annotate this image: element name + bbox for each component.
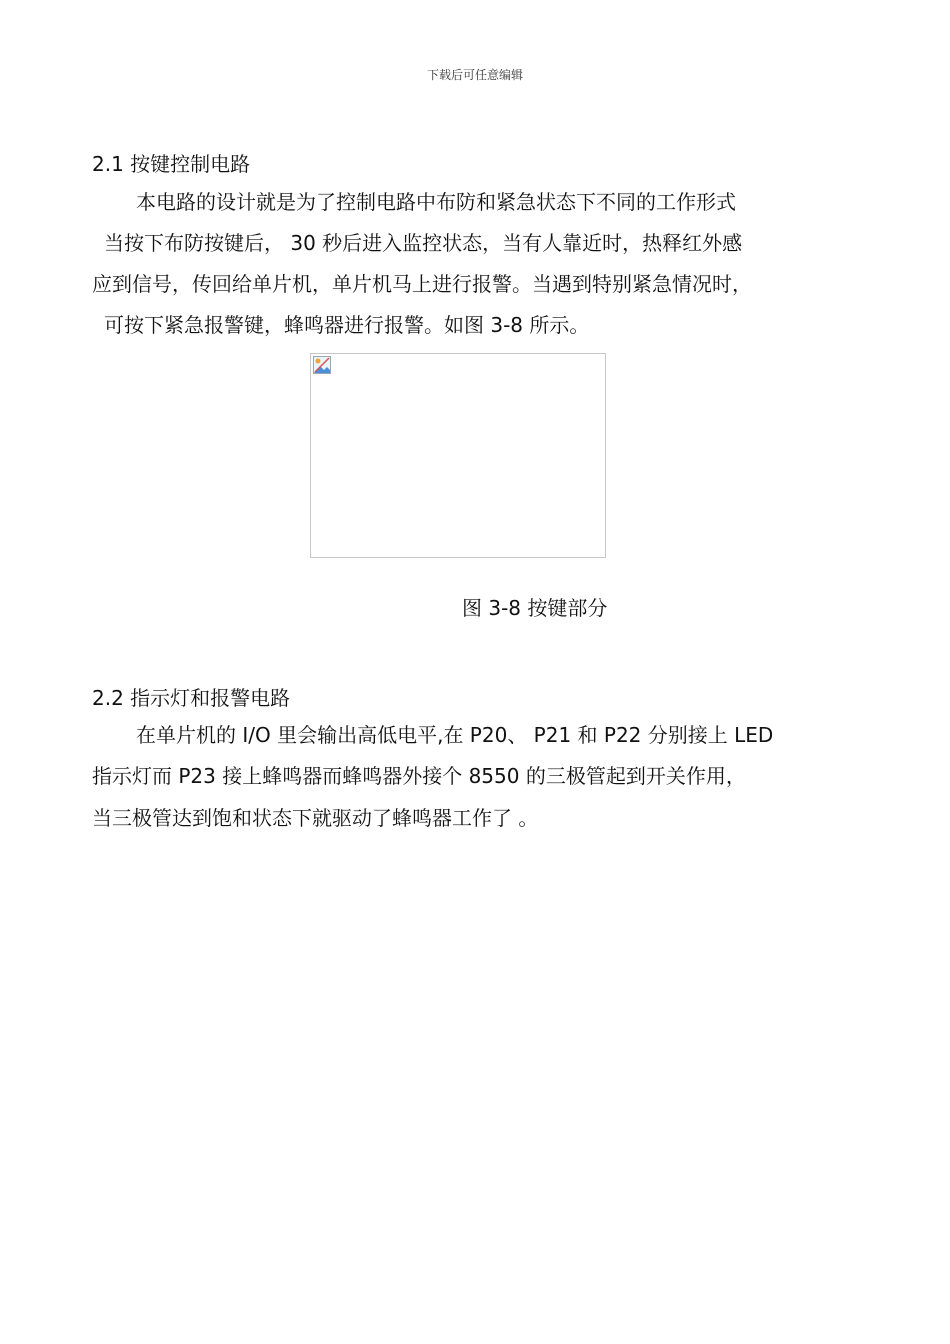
broken-image-icon [313,356,331,374]
figure-caption: 图 3-8 按键部分 [462,596,608,620]
paragraph-line: 应到信号，传回给单片机，单片机马上进行报警。当遇到特别紧急情况时， [92,272,752,296]
figure-image-placeholder [310,353,606,558]
section-heading-2-2: 2.2 指示灯和报警电路 [92,686,291,710]
page-header: 下载后可任意编辑 [426,68,523,82]
paragraph-line: 本电路的设计就是为了控制电路中布防和紧急状态下不同的工作形式 [136,190,736,214]
paragraph-line: 在单片机的 I/O 里会输出高低电平,在 P20、 P21 和 P22 分别接上 LED [136,723,774,747]
section-heading-2-1: 2.1 按键控制电路 [92,152,251,176]
paragraph-line: 可按下紧急报警键，蜂鸣器进行报警。如图 3-8 所示。 [104,313,590,337]
paragraph-line: 指示灯而 P23 接上蜂鸣器而蜂鸣器外接个 8550 的三极管起到开关作用， [92,764,746,788]
paragraph-line: 当按下布防按键后， 30 秒后进入监控状态，当有人靠近时，热释红外感 [104,231,743,255]
paragraph-line: 当三极管达到饱和状态下就驱动了蜂鸣器工作了 。 [92,806,539,830]
